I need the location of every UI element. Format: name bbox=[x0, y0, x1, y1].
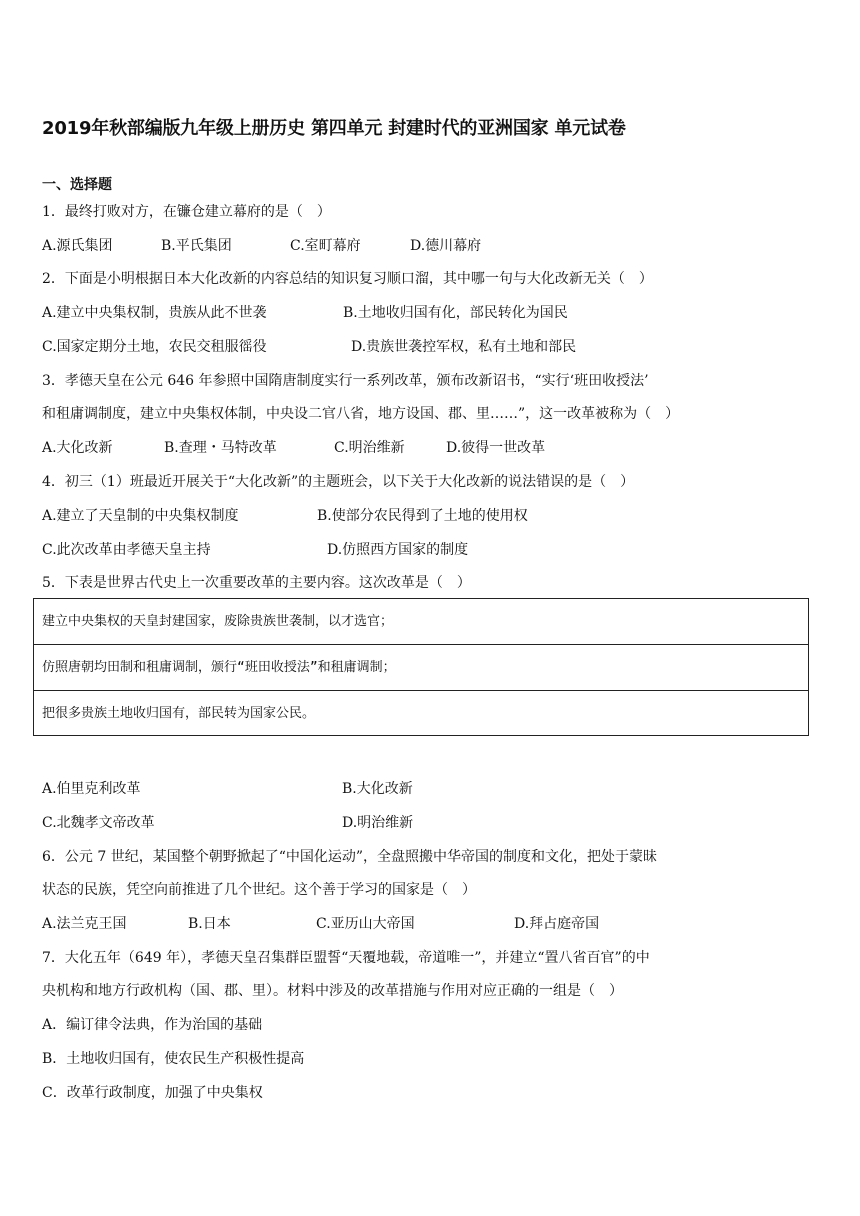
q6-option-d: D.拜占庭帝国 bbox=[514, 916, 600, 932]
q3-option-b: B.查理・马特改革 bbox=[164, 440, 277, 456]
question-3-stem-line2: 和租庸调制度，建立中央集权体制，中央设二官八省，地方设国、郡、里……”，这一改革被称为（ ） bbox=[42, 406, 680, 422]
q5-option-c: C.北魏孝文帝改革 bbox=[42, 815, 155, 831]
q4-option-a: A.建立了天皇制的中央集权制度 bbox=[42, 508, 239, 524]
q5-option-b: B.大化改新 bbox=[342, 781, 413, 797]
q7-option-b: B．土地收归国有，使农民生产积极性提高 bbox=[42, 1051, 305, 1067]
q4-option-c: C.此次改革由孝德天皇主持 bbox=[42, 542, 211, 558]
question-6-stem-line2: 状态的民族，凭空向前推进了几个世纪。这个善于学习的国家是（ ） bbox=[42, 882, 476, 898]
q4-option-d: D.仿照西方国家的制度 bbox=[327, 542, 469, 558]
q3-option-d: D.彼得一世改革 bbox=[446, 440, 546, 456]
q2-option-d: D.贵族世袭控军权，私有土地和部民 bbox=[351, 339, 577, 355]
page-title: 2019年秋部编版九年级上册历史 第四单元 封建时代的亚洲国家 单元试卷 bbox=[42, 118, 626, 139]
question-5-stem: 5．下表是世界古代史上一次重要改革的主要内容。这次改革是（ ） bbox=[42, 575, 471, 591]
question-1-stem: 1．最终打败对方，在镰仓建立幕府的是（ ） bbox=[42, 204, 331, 220]
q1-option-d: D.德川幕府 bbox=[410, 238, 482, 254]
question-4-stem: 4．初三（1）班最近开展关于“大化改新”的主题班会，以下关于大化改新的说法错误的是（ ） bbox=[42, 474, 635, 490]
q2-option-c: C.国家定期分土地，农民交租服徭役 bbox=[42, 339, 267, 355]
section-heading: 一、选择题 bbox=[42, 177, 112, 193]
question-6-stem-line1: 6．公元 7 世纪，某国整个朝野掀起了“中国化运动”，全盘照搬中华帝国的制度和文化，把处于蒙昧 bbox=[42, 849, 658, 865]
q6-option-a: A.法兰克王国 bbox=[42, 916, 127, 932]
question-2-stem: 2．下面是小明根据日本大化改新的内容总结的知识复习顺口溜，其中哪一句与大化改新无关（ ） bbox=[42, 271, 653, 287]
q5-option-d: D.明治维新 bbox=[342, 815, 414, 831]
q3-option-a: A.大化改新 bbox=[42, 440, 113, 456]
q1-option-a: A.源氏集团 bbox=[42, 238, 113, 254]
reform-content-table bbox=[33, 598, 809, 736]
q7-option-a: A．编订律令法典，作为治国的基础 bbox=[42, 1017, 263, 1033]
q6-option-c: C.亚历山大帝国 bbox=[316, 916, 415, 932]
question-3-stem-line1: 3．孝德天皇在公元 646 年参照中国隋唐制度实行一系列改革，颁布改新诏书，“实行‘班田收授法’ bbox=[42, 373, 649, 389]
q1-option-c: C.室町幕府 bbox=[290, 238, 361, 254]
table-row: 建立中央集权的天皇封建国家，废除贵族世袭制，以才选官； bbox=[34, 599, 808, 645]
q2-option-a: A.建立中央集权制，贵族从此不世袭 bbox=[42, 305, 267, 321]
q2-option-b: B.土地收归国有化，部民转化为国民 bbox=[343, 305, 568, 321]
question-7-stem-line1: 7．大化五年（649 年），孝德天皇召集群臣盟誓“天覆地载，帝道唯一”，并建立“置八省百官”的中 bbox=[42, 950, 650, 966]
table-row: 把很多贵族土地收归国有，部民转为国家公民。 bbox=[42, 706, 316, 721]
question-7-stem-line2: 央机构和地方行政机构（国、郡、里）。材料中涉及的改革措施与作用对应正确的一组是（ ） bbox=[42, 983, 623, 999]
q7-option-c: C．改革行政制度，加强了中央集权 bbox=[42, 1085, 263, 1101]
q1-option-b: B.平氏集团 bbox=[161, 238, 232, 254]
table-row: 仿照唐朝均田制和租庸调制，颁行“班田收授法”和租庸调制； bbox=[34, 645, 808, 691]
q5-option-a: A.伯里克利改革 bbox=[42, 781, 141, 797]
q4-option-b: B.使部分农民得到了土地的使用权 bbox=[317, 508, 528, 524]
q6-option-b: B.日本 bbox=[188, 916, 231, 932]
q3-option-c: C.明治维新 bbox=[334, 440, 405, 456]
